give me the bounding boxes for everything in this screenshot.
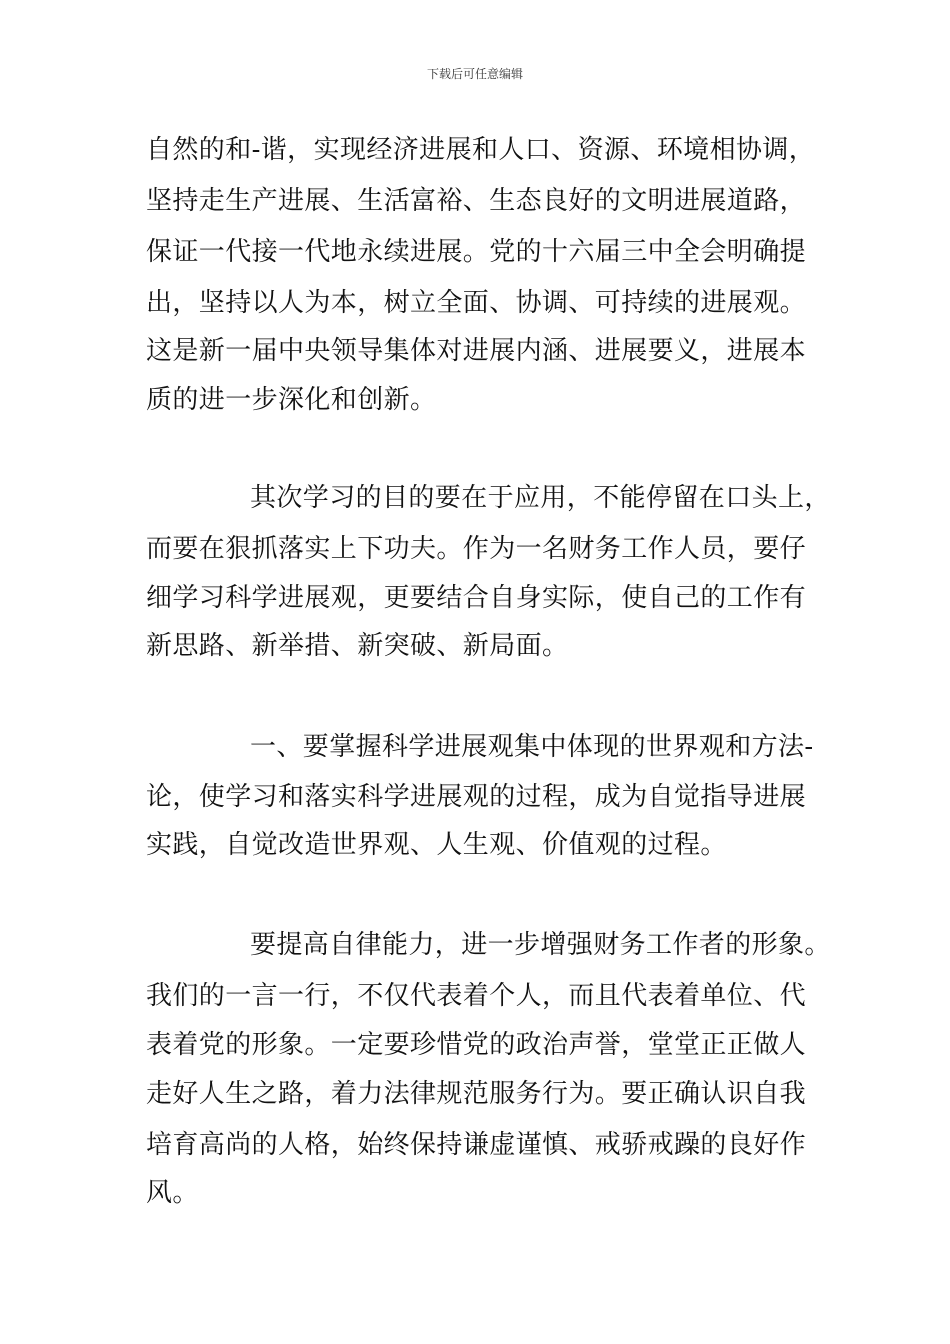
paragraph-4-line-4: 走好人生之路，着力法律规范服务行为。要正确认识自我 — [146, 1079, 807, 1109]
paragraph-1-line-4: 出，坚持以人为本，树立全面、协调、可持续的进展观。 — [146, 288, 807, 318]
paragraph-1-line-6: 质的进一步深化和创新。 — [146, 385, 437, 415]
paragraph-4-line-3: 表着党的形象。一定要珍惜党的政治声誉，堂堂正正做人 — [146, 1030, 807, 1060]
paragraph-4-line-1: 要提高自律能力，进一步增强财务工作者的形象。 — [250, 930, 831, 960]
paragraph-2-line-3: 细学习科学进展观，更要结合自身实际，使自己的工作有 — [146, 583, 807, 613]
paragraph-1-line-1: 自然的和-谐，实现经济进展和人口、资源、环境相协调， — [146, 135, 816, 165]
paragraph-4-line-6: 风。 — [146, 1178, 199, 1208]
paragraph-4-line-2: 我们的一言一行，不仅代表着个人，而且代表着单位、代 — [146, 981, 807, 1011]
paragraph-3-line-3: 实践，自觉改造世界观、人生观、价值观的过程。 — [146, 830, 727, 860]
paragraph-2-line-1: 其次学习的目的要在于应用，不能停留在口头上， — [250, 483, 831, 513]
paragraph-2-line-4: 新思路、新举措、新突破、新局面。 — [146, 631, 569, 661]
page-header: 下载后可任意编辑 — [426, 67, 523, 81]
paragraph-3-line-2: 论，使学习和落实科学进展观的过程，成为自觉指导进展 — [146, 782, 807, 812]
paragraph-2-line-2: 而要在狠抓落实上下功夫。作为一名财务工作人员，要仔 — [146, 534, 807, 564]
paragraph-1-line-5: 这是新一届中央领导集体对进展内涵、进展要义，进展本 — [146, 336, 807, 366]
paragraph-4-line-5: 培育高尚的人格，始终保持谦虚谨慎、戒骄戒躁的良好作 — [146, 1130, 807, 1160]
paragraph-1-line-3: 保证一代接一代地永续进展。党的十六届三中全会明确提 — [146, 237, 807, 267]
paragraph-3-line-1: 一、要掌握科学进展观集中体现的世界观和方法- — [250, 732, 814, 762]
paragraph-1-line-2: 坚持走生产进展、生活富裕、生态良好的文明进展道路， — [146, 186, 807, 216]
